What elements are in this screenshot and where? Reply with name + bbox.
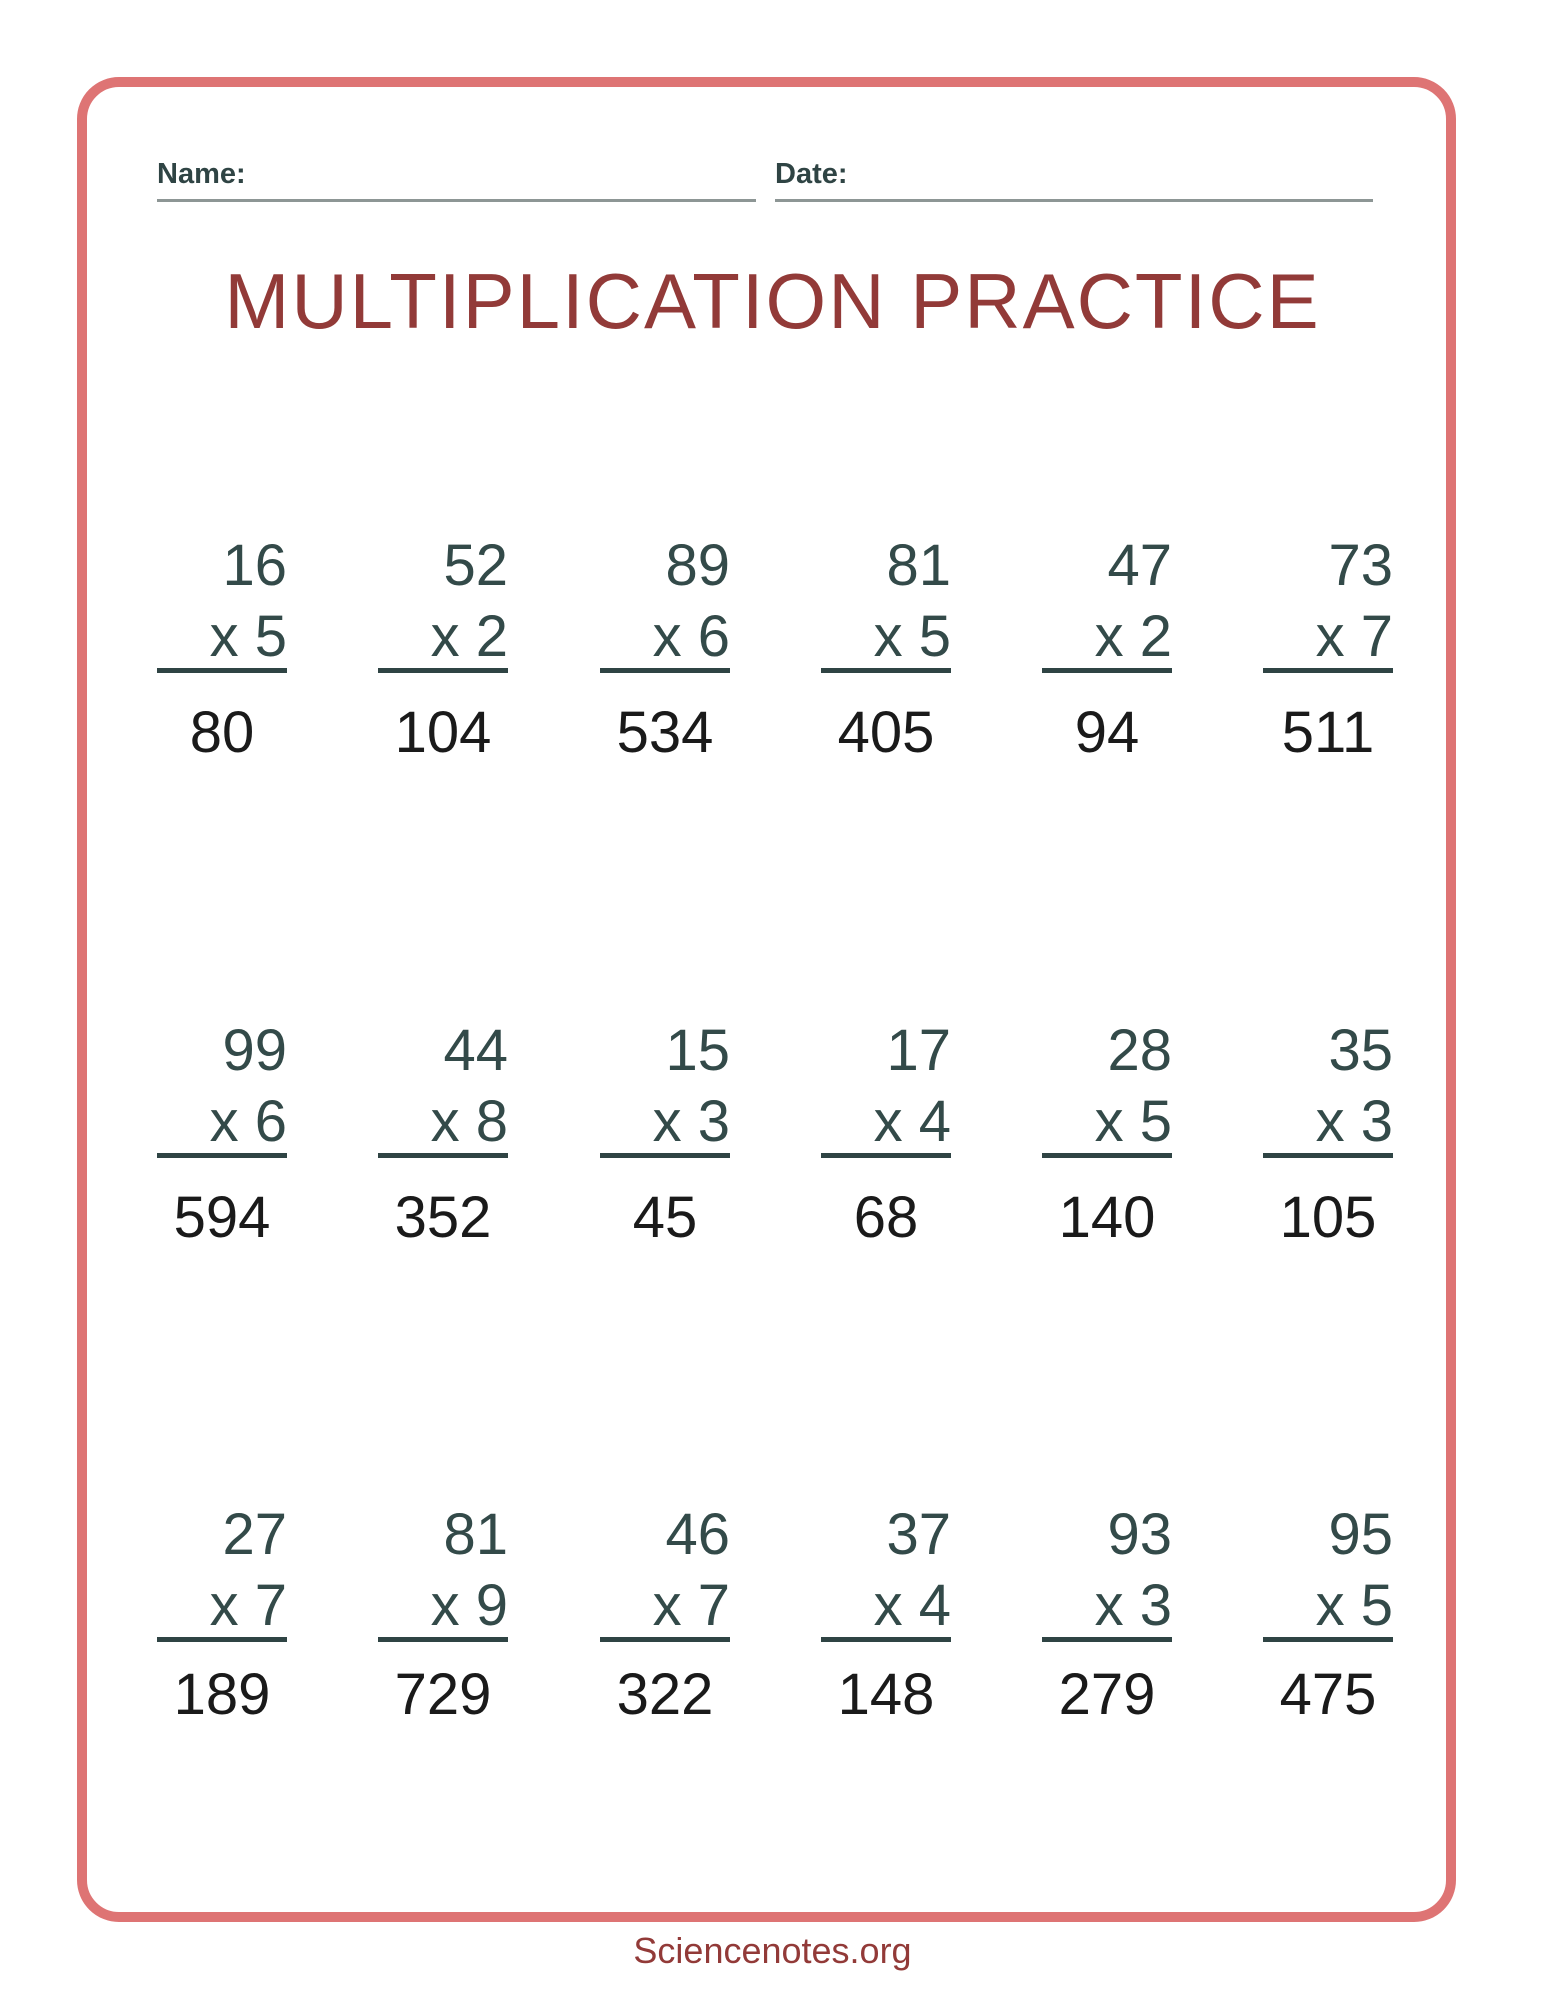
answer-line — [1042, 1153, 1172, 1158]
page-title: MULTIPLICATION PRACTICE — [224, 257, 1321, 345]
multiplicand: 95 — [1328, 1502, 1393, 1567]
answer-line — [1263, 1153, 1393, 1158]
product: 322 — [616, 1662, 714, 1727]
product: 189 — [173, 1662, 271, 1727]
date-label: Date: — [775, 158, 848, 190]
multiplier: x 9 — [430, 1573, 508, 1638]
multiplier: x 3 — [1094, 1573, 1172, 1638]
multiplicand: 16 — [222, 533, 287, 598]
product: 105 — [1279, 1185, 1377, 1250]
multiplier: x 2 — [1094, 604, 1172, 669]
multiplicand: 35 — [1328, 1018, 1393, 1083]
product: 45 — [632, 1185, 698, 1250]
multiplicand: 52 — [443, 533, 508, 598]
product: 511 — [1281, 700, 1375, 765]
worksheet-border — [77, 77, 1456, 1922]
product: 475 — [1279, 1662, 1377, 1727]
answer-line — [157, 1637, 287, 1642]
multiplicand: 15 — [665, 1018, 730, 1083]
multiplicand: 28 — [1107, 1018, 1172, 1083]
product: 405 — [837, 700, 935, 765]
multiplier: x 7 — [652, 1573, 730, 1638]
answer-line — [378, 668, 508, 673]
multiplicand: 27 — [222, 1502, 287, 1567]
answer-line — [1263, 668, 1393, 673]
product: 94 — [1074, 700, 1140, 765]
product: 352 — [394, 1185, 492, 1250]
multiplicand: 81 — [443, 1502, 508, 1567]
product: 729 — [394, 1662, 492, 1727]
product: 279 — [1058, 1662, 1156, 1727]
answer-line — [157, 1153, 287, 1158]
multiplicand: 89 — [665, 533, 730, 598]
multiplicand: 17 — [886, 1018, 951, 1083]
answer-line — [600, 1153, 730, 1158]
multiplier: x 4 — [873, 1573, 951, 1638]
product: 594 — [173, 1185, 271, 1250]
multiplier: x 8 — [430, 1089, 508, 1154]
multiplier: x 5 — [209, 604, 287, 669]
multiplicand: 93 — [1107, 1502, 1172, 1567]
answer-line — [821, 1153, 951, 1158]
answer-line — [821, 1637, 951, 1642]
multiplier: x 6 — [652, 604, 730, 669]
multiplier: x 7 — [209, 1573, 287, 1638]
multiplier: x 7 — [1315, 604, 1393, 669]
multiplier: x 5 — [1315, 1573, 1393, 1638]
multiplier: x 3 — [652, 1089, 730, 1154]
multiplier: x 5 — [873, 604, 951, 669]
name-label: Name: — [157, 158, 246, 190]
answer-line — [821, 668, 951, 673]
product: 140 — [1058, 1185, 1156, 1250]
answer-line — [378, 1153, 508, 1158]
footer-site-link[interactable]: Sciencenotes.org — [633, 1930, 912, 1971]
multiplicand: 44 — [443, 1018, 508, 1083]
answer-line — [600, 1637, 730, 1642]
date-line — [775, 199, 1373, 202]
multiplier: x 4 — [873, 1089, 951, 1154]
multiplier: x 2 — [430, 604, 508, 669]
multiplier: x 3 — [1315, 1089, 1393, 1154]
answer-line — [600, 668, 730, 673]
answer-line — [1263, 1637, 1393, 1642]
answer-line — [378, 1637, 508, 1642]
product: 148 — [837, 1662, 935, 1727]
answer-line — [1042, 668, 1172, 673]
multiplicand: 46 — [665, 1502, 730, 1567]
answer-line — [157, 668, 287, 673]
multiplier: x 6 — [209, 1089, 287, 1154]
product: 534 — [616, 700, 714, 765]
name-line — [157, 199, 756, 202]
product: 80 — [189, 700, 255, 765]
multiplicand: 81 — [886, 533, 951, 598]
multiplicand: 47 — [1107, 533, 1172, 598]
answer-line — [1042, 1637, 1172, 1642]
product: 68 — [853, 1185, 919, 1250]
multiplicand: 99 — [222, 1018, 287, 1083]
multiplicand: 73 — [1328, 533, 1393, 598]
product: 104 — [394, 700, 492, 765]
multiplicand: 37 — [886, 1502, 951, 1567]
multiplier: x 5 — [1094, 1089, 1172, 1154]
